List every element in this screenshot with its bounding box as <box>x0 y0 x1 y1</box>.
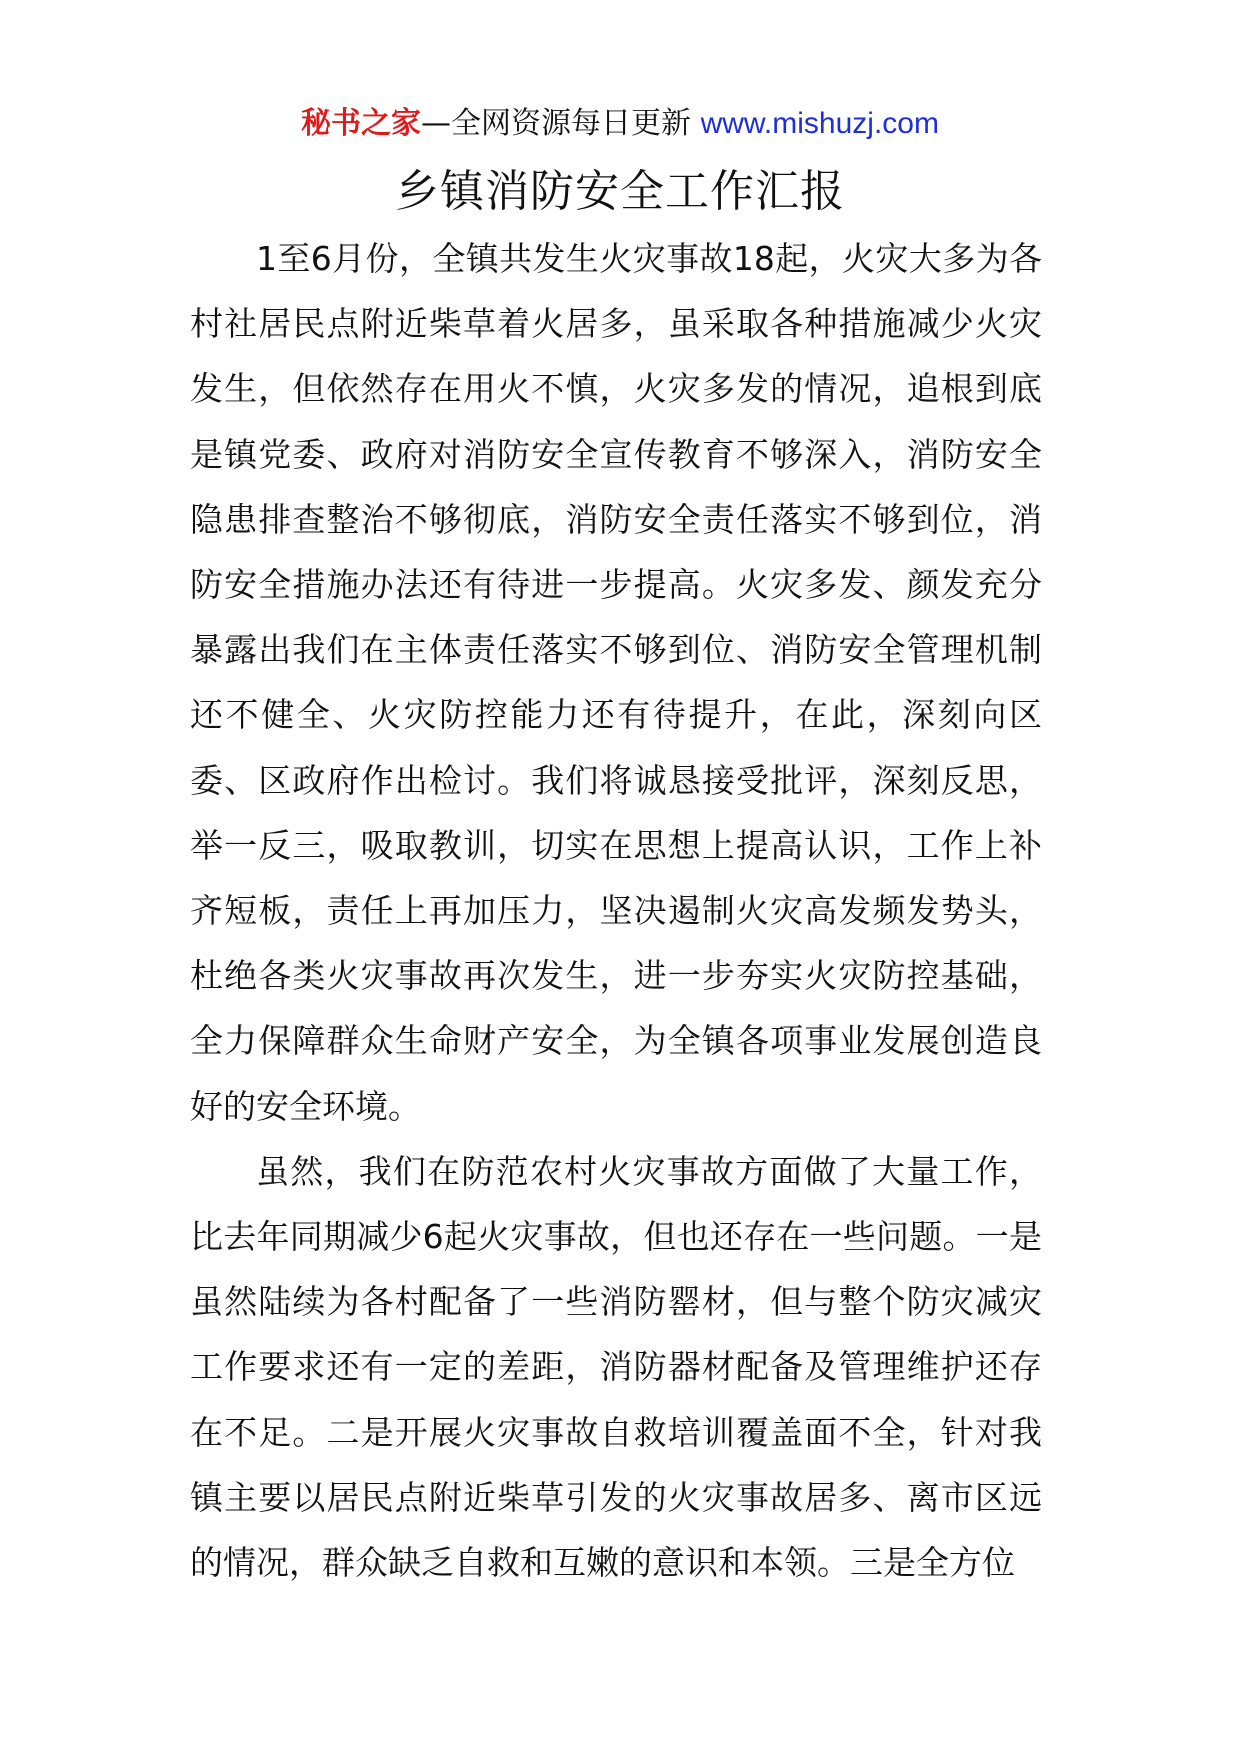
document-title: 乡镇消防安全工作汇报 <box>395 166 845 217</box>
site-url-link[interactable]: www.mishuzj.com <box>700 107 939 140</box>
site-header <box>0 100 1240 148</box>
document-body <box>190 226 1042 1595</box>
brand-name: 秘书之家 <box>301 106 422 141</box>
paragraph-2: 虽然，我们在防范农村火灾事故方面做了大量工作，比去年同期减少6起火灾事故，但也还存在一些问题。一是虽然陆续为各村配备了一些消防罂材，但与整个防灾减灾工作要求还有一定的差距，消防器材配备及管理维护还存在不足。二是开展火灾事故自救培训覆盖面不全，针对我镇主要以居民点附近柴草引发的火灾事故居多、离市区远的情况，群众缺乏自救和互嫩的意识和本领。三是全方位 <box>190 1151 1042 1583</box>
header-slogan: —全网资源每日更新 <box>421 106 692 141</box>
paragraph-1: 1至6月份，全镇共发生火灾事故18起，火灾大多为各村社居民点附近柴草着火居多，虽采取各种措施减少火灾发生，但依然存在用火不慎，火灾多发的情况，追根到底是镇党委、政府对消防安全宣传教育不够深入，消防安全隐患排查整治不够彻底，消防安全责任落实不够到位，消防安全措施办法还有待进一步提高。火灾多发、颜发充分暴露出我们在主体责任落实不够到位、消防安全管理机制还不健全、火灾防控能力还有待提升，在此，深刻向区委、区政府作出检讨。我们将诚恳接受批评，深刻反思，举一反三，吸取教训，切实在思想上提高认识，工作上补齐短板，责任上再加压力，坚决遏制火灾高发频发势头，杜绝各类火灾事故再次发生，进一步夯实火灾防控基础，全力保障群众生命财产安全，为全镇各项事业发展创造良好的安全环境。 <box>190 239 1042 1126</box>
